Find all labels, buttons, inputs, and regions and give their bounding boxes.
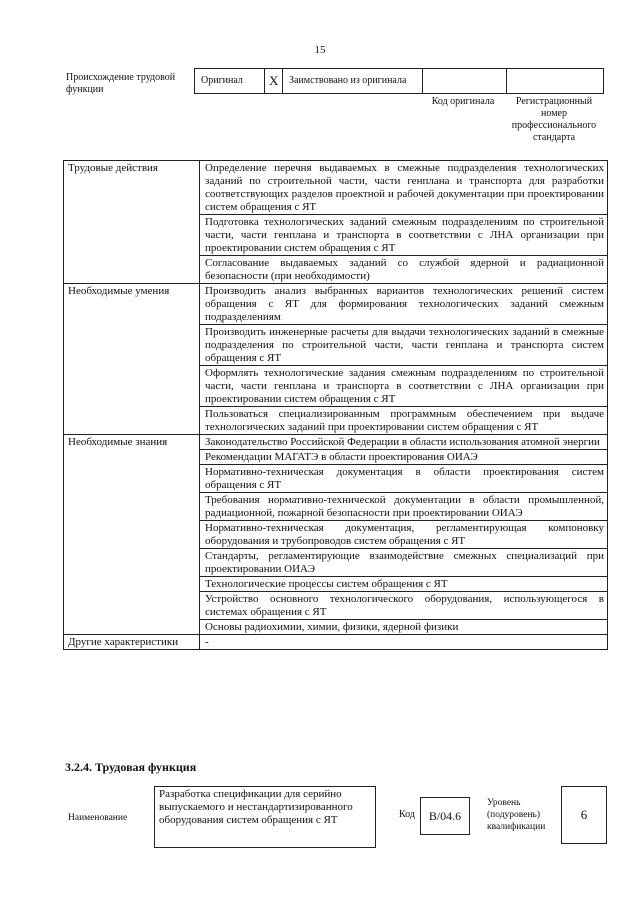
function-name: Разработка спецификации для серийно выпускаемого и нестандартизированного оборудования систем обращения с ЯТ [154,786,376,848]
labor-function-table [63,160,608,650]
origin-reg-cell [507,69,603,93]
row-item: Технологические процессы систем обращения с ЯТ [200,577,608,592]
row-item: Нормативно-техническая документация в области проектирования систем обращения с ЯТ [200,465,608,493]
row-item: - [200,635,608,650]
table-row [64,284,608,325]
function-code: В/04.6 [420,797,470,835]
section-title: 3.2.4. Трудовая функция [65,760,197,774]
row-item: Рекомендации МАГАТЭ в области проектирования ОИАЭ [200,450,608,465]
row-item: Пользоваться специализированным программным обеспечением при выдаче технологических заданий при проектировании систем обращения с ЯТ [200,407,608,435]
row-item: Производить анализ выбранных вариантов технологических решений систем обращения с ЯТ для формирования технологических заданий смежным подразделениям [200,284,608,325]
origin-code-cell [423,69,507,93]
row-category: Трудовые действия [64,161,200,284]
table-row [64,161,608,215]
origin-label: Происхождение трудовой функции [66,72,176,95]
code-caption: Код оригинала [431,96,495,107]
row-item: Законодательство Российской Федерации в области использования атомной энергии [200,435,608,450]
code-label: Код [399,809,415,820]
row-item: Устройство основного технологического оборудования, использующегося в системах обращения с ЯТ [200,592,608,620]
row-item: Определение перечня выдаваемых в смежные подразделения технологических заданий по строительной части, части генплана и транспорта для разработки соответствующих разделов проектной и рабочей документации при проектировании систем обращения с ЯТ [200,161,608,215]
origin-original: Оригинал [195,69,265,93]
origin-box [194,68,604,94]
row-item: Основы радиохимии, химии, физики, ядерной физики [200,620,608,635]
row-category: Необходимые знания [64,435,200,635]
origin-mark: X [265,69,283,93]
level-label: Уровень (подуровень) квалификации [487,798,546,832]
row-item: Согласование выдаваемых заданий со службой ядерной и радиационной безопасности (при необходимости) [200,256,608,284]
row-item: Оформлять технологические задания смежным подразделениям по строительной части, части генплана и транспорта в соответствии с ЛНА организации при проектировании систем обращения с ЯТ [200,366,608,407]
row-item: Стандарты, регламентирующие взаимодействие смежных специализаций при проектировании ОИАЭ [200,549,608,577]
table-row [64,635,608,650]
row-item: Подготовка технологических заданий смежным подразделениям по строительной части, части генплана и транспорта в соответствии с ЛНА организации при проектировании систем обращения с ЯТ [200,215,608,256]
origin-borrowed: Заимствовано из оригинала [283,69,423,93]
row-item: Требования нормативно-технической документации в области промышленной, радиационной, пожарной безопасности при проектировании ОИАЭ [200,493,608,521]
table-row [64,435,608,450]
row-item: Нормативно-техническая документация, регламентирующая компоновку оборудования и трубопроводов систем обращения с ЯТ [200,521,608,549]
row-item: Производить инженерные расчеты для выдачи технологических заданий в смежные подразделения по строительной части, части генплана и транспорта систем обращения с ЯТ [200,325,608,366]
page-number: 15 [314,44,326,56]
reg-caption: Регистрационный номер профессионального стандарта [511,96,597,143]
row-category: Другие характеристики [64,635,200,650]
row-category: Необходимые умения [64,284,200,435]
level-value: 6 [561,786,607,844]
name-label: Наименование [68,813,128,823]
